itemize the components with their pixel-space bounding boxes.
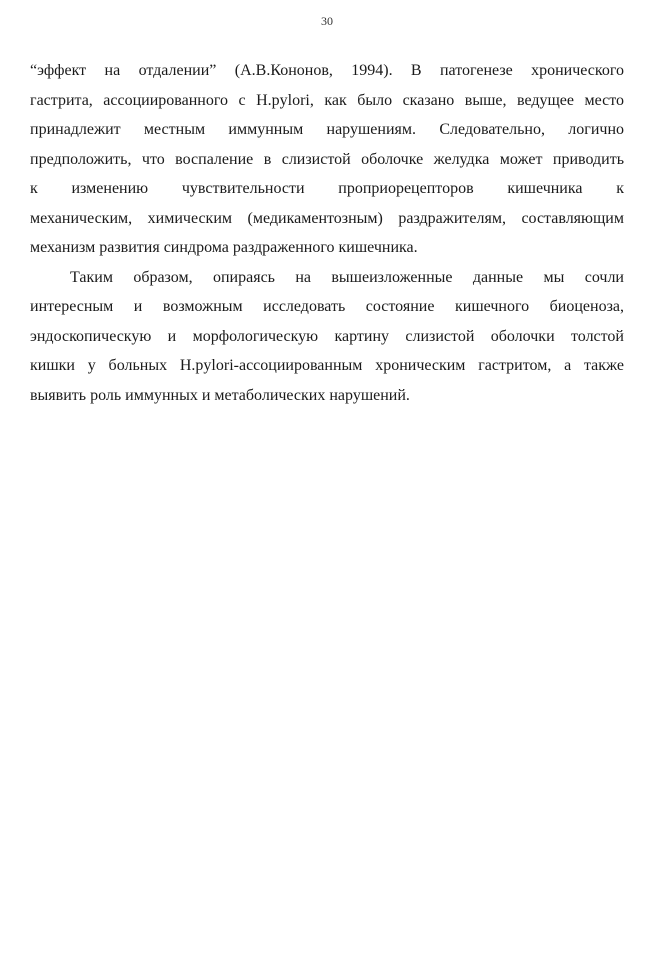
- text-line: выявить роль иммунных и метаболических нарушений.: [30, 386, 410, 404]
- paragraph-2: [30, 263, 624, 411]
- text-line: к изменению чувствительности проприорецепторов кишечника к: [30, 180, 624, 197]
- text-line: гастрита, ассоциированного с H.pylori, как было сказано выше, ведущее место: [30, 91, 624, 109]
- text-line: предположить, что воспаление в слизистой оболочке желудка может приводить: [30, 150, 624, 168]
- text-line: “эффект на отдалении” (А.В.Кононов, 1994). В патогенезе хронического: [30, 62, 624, 79]
- text-line: принадлежит местным иммунным нарушениям. Следовательно, логично: [30, 121, 624, 138]
- text-line: интересным и возможным исследовать состояние кишечного биоценоза,: [30, 298, 624, 315]
- page-number: 30: [321, 14, 333, 28]
- text-line: механизм развития синдрома раздраженного кишечника.: [30, 239, 418, 256]
- body-text: [30, 56, 624, 410]
- text-line: механическим, химическим (медикаментозным) раздражителям, составляющим: [30, 209, 624, 227]
- text-line: Таким образом, опираясь на вышеизложенные данные мы сочли: [70, 268, 624, 286]
- paragraph-1: [30, 56, 624, 263]
- text-line: эндоскопическую и морфологическую картину слизистой оболочки толстой: [30, 327, 624, 345]
- text-line: кишки у больных H.pylori-ассоциированным хроническим гастритом, а также: [30, 357, 624, 374]
